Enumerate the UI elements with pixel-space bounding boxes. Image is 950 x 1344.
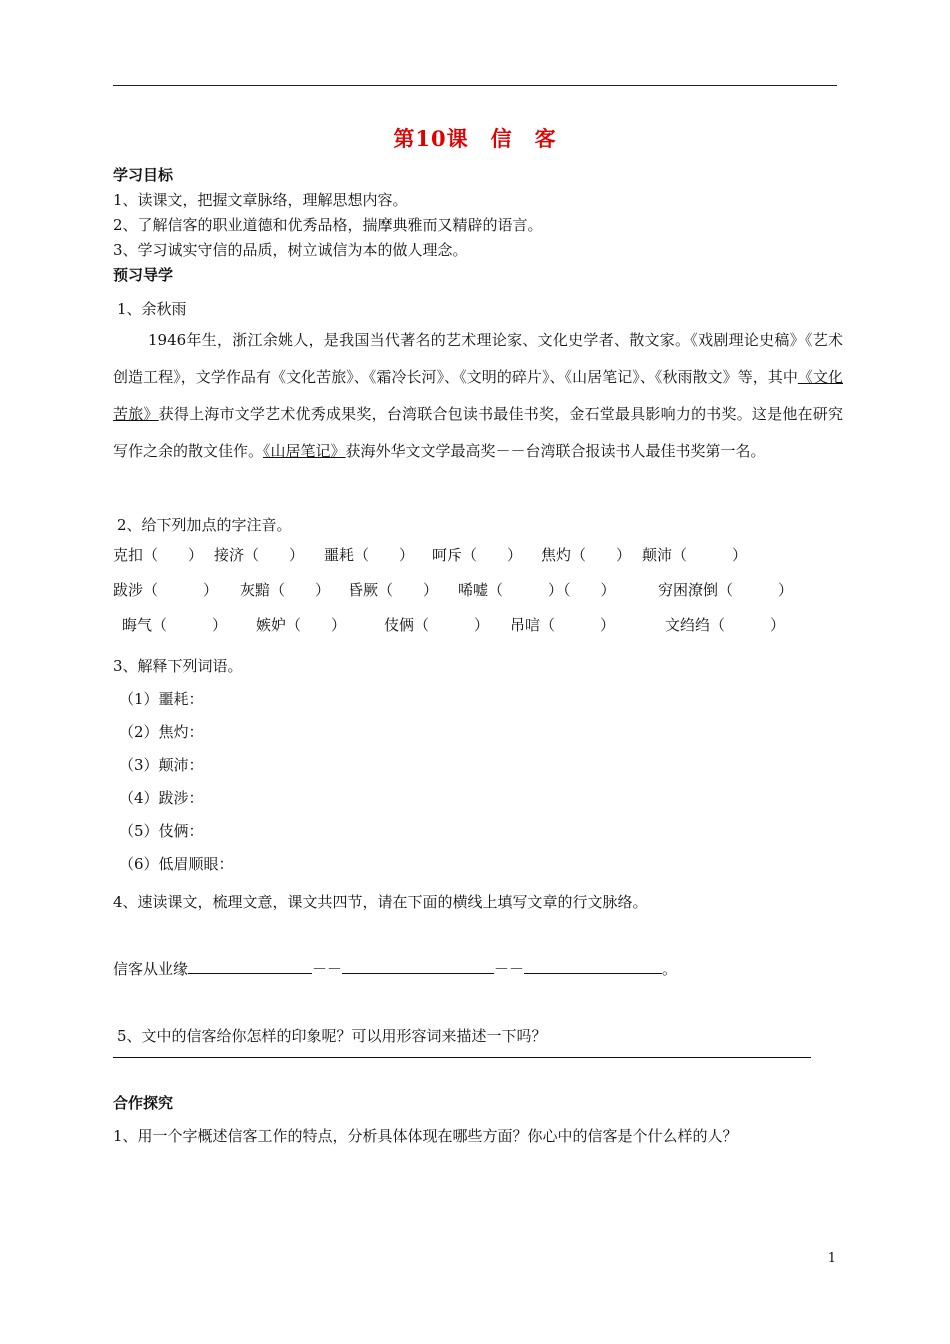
pinyin-word: 跋涉（ ）	[113, 581, 219, 599]
item4-label: 4、速读课文，梳理文意，课文共四节，请在下面的横线上填写文章的行文脉络。	[113, 893, 648, 911]
author-bio	[113, 322, 843, 470]
pinyin-word: 灰黯（ ）	[240, 581, 331, 599]
term-item: （5）伎俩：	[119, 822, 204, 840]
goal-item-3: 3、学习诚实守信的品质，树立诚信为本的做人理念。	[113, 241, 468, 259]
pinyin-word: 颠沛（ ）	[642, 546, 748, 564]
pinyin-word: 穷困潦倒（ ）	[658, 581, 794, 599]
page-number: 1	[827, 1251, 836, 1266]
outline-fill-line	[113, 958, 677, 979]
outline-dash: －－	[494, 960, 525, 978]
term-item: （6）低眉顺眼：	[119, 855, 234, 873]
item1-label: 1、余秋雨	[117, 300, 187, 318]
outline-blank-3[interactable]	[524, 961, 662, 974]
goal-item-1: 1、读课文，把握文章脉络，理解思想内容。	[113, 191, 408, 209]
bio-text-2: 获得上海市文学艺术优秀成果奖，台湾联合包读书最佳书奖，金石堂最具影响力的书奖。这是他在研究写作之余的散文佳作。	[113, 405, 843, 460]
pinyin-word: 吊唁（ ）	[510, 616, 616, 634]
outline-end: 。	[662, 960, 678, 978]
pinyin-word: 接济（ ）	[214, 546, 305, 564]
bio-text-3: 获海外华文文学最高奖－－台湾联合报读书人最佳书奖第一名。	[345, 442, 766, 460]
outline-blank-2[interactable]	[342, 961, 494, 974]
bio-book-1: 《文化苦旅》	[113, 368, 843, 423]
bio-book-2: 《山居笔记》	[263, 442, 346, 460]
coop-question-1: 1、用一个字概述信客工作的特点，分析具体体现在哪些方面？你心中的信客是个什么样的人？	[113, 1127, 738, 1145]
goal-item-2: 2、了解信客的职业道德和优秀品格，揣摩典雅而又精辟的语言。	[113, 216, 543, 234]
preview-heading: 预习导学	[113, 266, 174, 284]
item3-label: 3、解释下列词语。	[113, 657, 243, 675]
term-item: （2）焦灼：	[119, 723, 204, 741]
answer-line[interactable]	[113, 1057, 811, 1058]
term-item: （1）噩耗：	[119, 690, 204, 708]
header-rule	[113, 85, 837, 86]
pinyin-word: 文绉绉（ ）	[665, 616, 786, 634]
coop-heading: 合作探究	[113, 1094, 174, 1112]
pinyin-word: 克扣（ ）	[113, 546, 204, 564]
pinyin-word: 唏嘘（ ）（ ）	[458, 581, 616, 599]
outline-dash: －－	[312, 960, 343, 978]
term-item: （3）颠沛：	[119, 756, 204, 774]
pinyin-word: 晦气（ ）	[122, 616, 228, 634]
pinyin-word: 呵斥（ ）	[432, 546, 523, 564]
outline-blank-1[interactable]	[188, 961, 312, 974]
bio-text-1: 1946年生，浙江余姚人，是我国当代著名的艺术理论家、文化史学者、散文家。《戏剧理论史稿》《艺术创造工程》，文学作品有《文化苦旅》、《霜冷长河》、《文明的碎片》、《山居笔记》、《秋雨散文》等，其中	[113, 331, 843, 386]
lesson-title: 第10课 信 客	[393, 126, 557, 151]
pinyin-word: 焦灼（ ）	[541, 546, 632, 564]
pinyin-word: 嫉妒（ ）	[256, 616, 347, 634]
pinyin-word: 噩耗（ ）	[324, 546, 415, 564]
item5-label: 5、文中的信客给你怎样的印象呢？可以用形容词来描述一下吗？	[117, 1027, 547, 1045]
term-item: （4）跋涉：	[119, 789, 204, 807]
pinyin-word: 昏厥（ ）	[348, 581, 439, 599]
outline-start: 信客从业缘	[113, 960, 189, 978]
item2-label: 2、给下列加点的字注音。	[117, 516, 292, 534]
goals-heading: 学习目标	[113, 166, 174, 184]
pinyin-word: 伎俩（ ）	[384, 616, 490, 634]
